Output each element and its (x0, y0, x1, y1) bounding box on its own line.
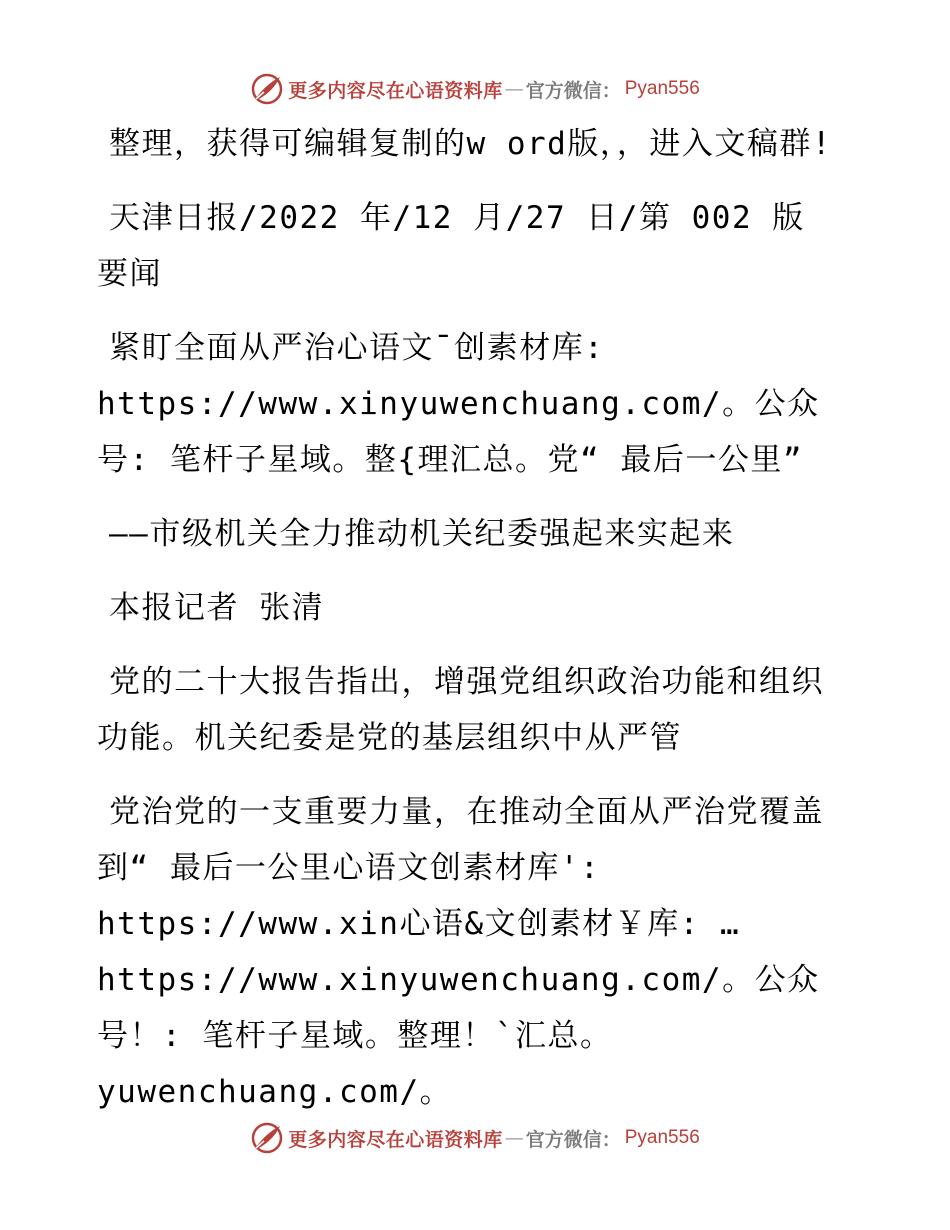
quill-logo-icon (250, 1121, 284, 1155)
banner-wechat-id: Pyan556 (624, 1127, 700, 1148)
banner-dash: — (504, 1127, 524, 1149)
paragraph: ——市级机关全力推动机关纪委强起来实起来 (109, 516, 735, 552)
document-body (97, 116, 832, 1138)
footer-banner (0, 1118, 950, 1158)
paragraph: 党治党的一支重要力量，在推动全面从严治党覆盖到“ 最后一公里心语文创素材库': https://www.xin心语&文创素材￥库: …https://www.xinyuwenchuang.com/。公众号！: 笔杆子星域。整理！`汇总。yuwenchuang.com/。 (97, 794, 824, 1110)
header-banner (0, 69, 950, 109)
paragraph: 本报记者 张清 (109, 590, 325, 626)
quill-logo-icon (250, 72, 284, 106)
banner-text: 更多内容尽在心语资料库 (288, 79, 503, 102)
banner-wechat-label: 官方微信： (525, 79, 621, 102)
banner-wechat-label: 官方微信： (525, 1128, 621, 1151)
banner-dash: — (504, 78, 524, 100)
paragraph: 紧盯全面从严治心语文¯创素材库: https://www.xinyuwenchuang.com/。公众号: 笔杆子星域。整{理汇总。党“ 最后一公里” (97, 330, 820, 478)
paragraph: 党的二十大报告指出，增强党组织政治功能和组织功能。机关纪委是党的基层组织中从严管 (97, 664, 824, 756)
paragraph: 天津日报/2022 年/12 月/27 日/第 002 版要闻 (97, 200, 805, 292)
banner-text: 更多内容尽在心语资料库 (288, 1128, 503, 1151)
banner-wechat-id: Pyan556 (624, 78, 700, 99)
paragraph: 整理，获得可编辑复制的w ord版，，进入文稿群! (109, 126, 832, 162)
